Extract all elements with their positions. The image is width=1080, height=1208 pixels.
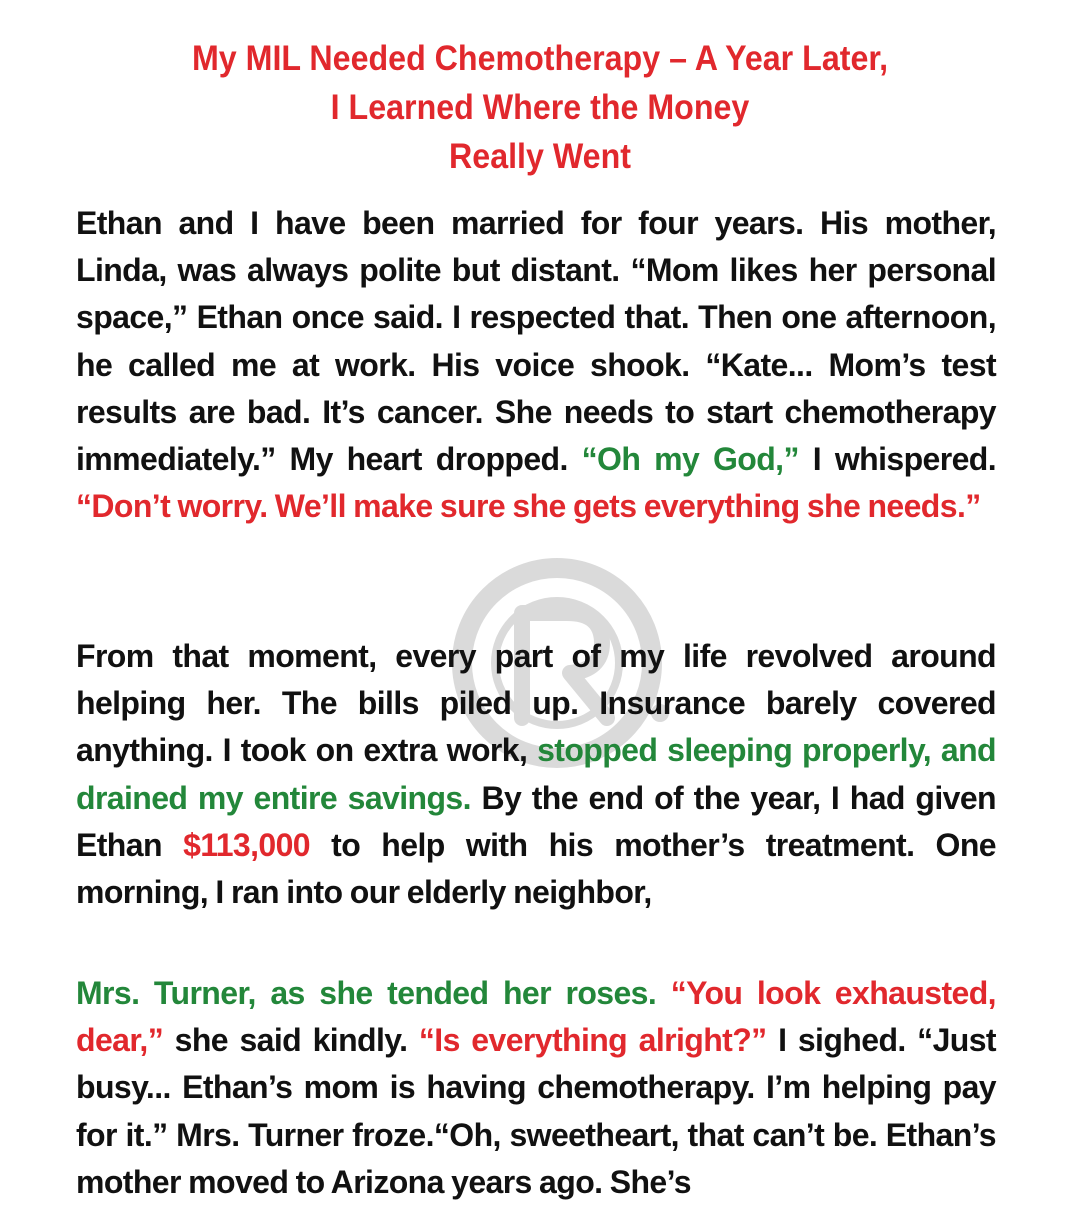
title-line-1: My MIL Needed Chemotherapy – A Year Later, bbox=[191, 39, 889, 78]
paragraph-3-green-highlight: Mrs. Turner, as she tended her roses. bbox=[76, 975, 657, 1011]
paragraph-2-text-2: By the end of the year, I had given Ethan bbox=[76, 779, 996, 863]
paragraph-1 bbox=[76, 200, 996, 530]
paragraph-1-text-2: I whispered. bbox=[798, 441, 996, 478]
paragraph-1-red-quote: “Don’t worry. We’ll make sure she gets everything she needs.” bbox=[76, 488, 981, 525]
title-line-2: I Learned Where the Money bbox=[330, 88, 750, 127]
paragraph-2-green-highlight: stopped sleeping properly, and drained my entire savings. bbox=[76, 732, 996, 816]
paragraph-3-red-quote-2: “Is everything alright?” bbox=[418, 1022, 767, 1059]
paragraph-1-green-quote: “Oh my God,” bbox=[581, 441, 799, 478]
paragraph-3-red-quote-1: “You look exhausted, dear,” bbox=[76, 975, 996, 1059]
paragraph-3-text-1: she said kindly. bbox=[163, 1022, 419, 1059]
paragraph-2-text-1: From that moment, every part of my life revolved around helping her. The bills piled up. Insurance barely covered anything. I took on extra work, bbox=[76, 638, 996, 769]
paragraph-2-amount: $113,000 bbox=[183, 826, 310, 863]
paragraph-2 bbox=[76, 633, 996, 916]
paragraph-2-text-3: to help with his mother’s treatment. One morning, I ran into our elderly neighbor, bbox=[76, 826, 996, 911]
paragraph-3-space bbox=[656, 975, 671, 1011]
paragraph-1-text-1: Ethan and I have been married for four years. His mother, Linda, was always polite but distant. “Mom likes her personal space,” Ethan once said. I respected that. Then one afternoon, he called me at work. His voice shook. “Kate... Mom’s test results are bad. It’s cancer. She needs to start chemotherapy immediately.” My heart dropped. bbox=[76, 205, 996, 478]
paragraph-3 bbox=[76, 970, 996, 1206]
story-title bbox=[117, 34, 963, 181]
paragraph-3-text-2: I sighed. “Just busy... Ethan’s mom is having chemotherapy. I’m helping pay for it.” Mrs. Turner froze.“Oh, sweetheart, that can’t be. Ethan’s mother moved to Arizona years ago. She’s bbox=[76, 1022, 996, 1200]
title-line-3: Really Went bbox=[449, 137, 631, 176]
